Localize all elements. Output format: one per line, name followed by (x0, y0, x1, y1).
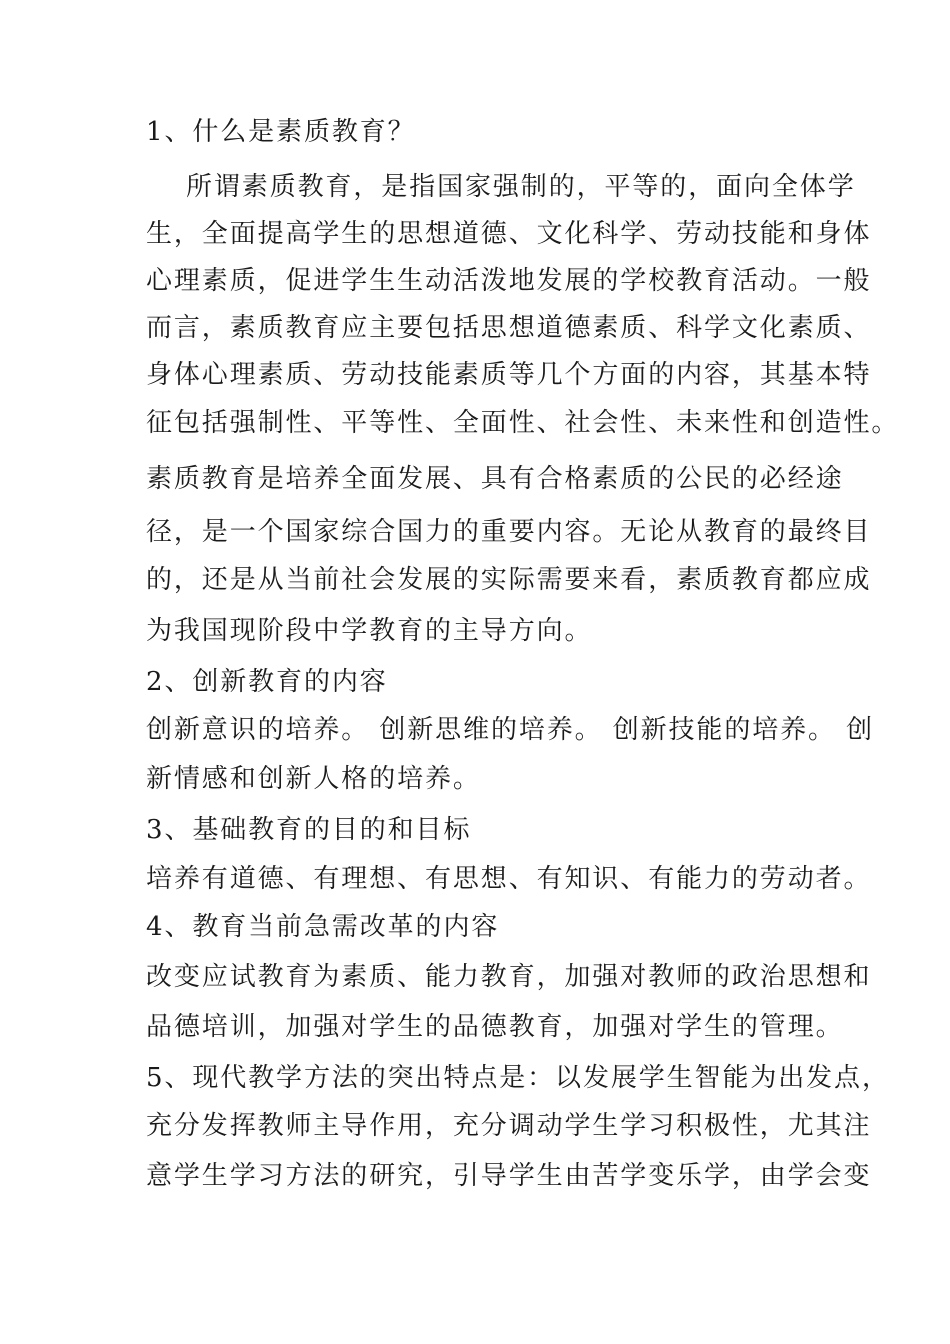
paragraph-line: 新情感和创新人格的培养。 (146, 764, 481, 794)
paragraph-line: 充分发挥教师主导作用，充分调动学生学习积极性，尤其注 (146, 1111, 872, 1141)
paragraph-line: 而言，素质教育应主要包括思想道德素质、科学文化素质、 (146, 313, 872, 343)
paragraph-line: 生，全面提高学生的思想道德、文化科学、劳动技能和身体 (146, 219, 872, 249)
paragraph-line: 品德培训，加强对学生的品德教育，加强对学生的管理。 (146, 1012, 844, 1042)
paragraph-line: 意学生学习方法的研究，引导学生由苦学变乐学，由学会变 (146, 1161, 872, 1191)
paragraph-line: 心理素质，促进学生生动活泼地发展的学校教育活动。一般 (146, 266, 872, 296)
paragraph-line: 改变应试教育为素质、能力教育，加强对教师的政治思想和 (146, 962, 872, 992)
paragraph-line: 所谓素质教育，是指国家强制的，平等的，面向全体学 (186, 172, 856, 202)
paragraph-line: 创新意识的培养。 创新思维的培养。 创新技能的培养。 创 (146, 715, 874, 745)
paragraph-line: 培养有道德、有理想、有思想、有知识、有能力的劳动者。 (146, 864, 872, 894)
heading-3: 3、基础教育的目的和目标 (146, 815, 472, 845)
paragraph-line: 素质教育是培养全面发展、具有合格素质的公民的必经途 (146, 464, 844, 494)
heading-1: 1、什么是素质教育？ (146, 117, 416, 147)
paragraph-line: 为我国现阶段中学教育的主导方向。 (146, 616, 593, 646)
heading-5: 5、现代教学方法的突出特点是：以发展学生智能为出发点， (146, 1063, 890, 1093)
heading-4: 4、教育当前急需改革的内容 (146, 912, 500, 942)
paragraph-line: 径，是一个国家综合国力的重要内容。无论从教育的最终目 (146, 517, 872, 547)
paragraph-line: 征包括强制性、平等性、全面性、社会性、未来性和创造性。 (146, 408, 900, 438)
paragraph-line: 身体心理素质、劳动技能素质等几个方面的内容，其基本特 (146, 360, 872, 390)
paragraph-line: 的，还是从当前社会发展的实际需要来看，素质教育都应成 (146, 565, 872, 595)
heading-2: 2、创新教育的内容 (146, 667, 388, 697)
